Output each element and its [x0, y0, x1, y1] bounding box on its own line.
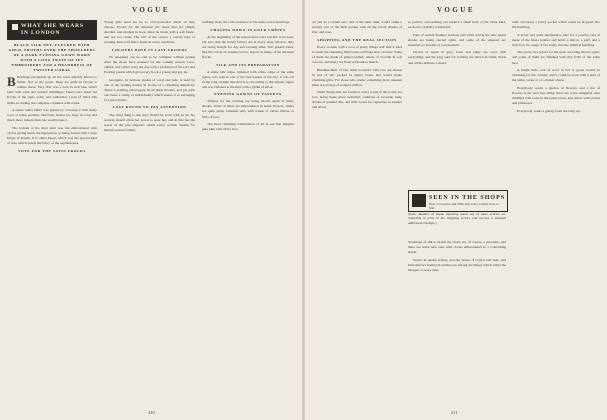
paragraph: A rather odder effect was gained by covering it with many rows of white pearlies, which the bodice too large in color and much more mature than one would expect.	[7, 108, 97, 123]
paragraph: The most charming combination of all is one that mingles pale pink with silver lace.	[202, 122, 294, 132]
left-page-number: 410	[148, 410, 155, 415]
section-heading: COLOURS ROSE IN LAST CROWDS	[111, 47, 188, 52]
banner-subtitle: Hats, accessories and trifles that every woman loves to find	[429, 202, 499, 210]
paragraph: A novel and quite inexpensive idea for a powder case is made of the finest leather and holds a mirror, a puff, and a little box for rouge; it fits easily into the smallest handbag.	[512, 32, 600, 47]
paragraph: Everybody wants a gaiety, from the baby up.	[517, 108, 581, 113]
article-title-line-1: WHAT SHE WEARS	[21, 23, 84, 29]
right-column-3	[512, 20, 600, 408]
paragraph: The chief thing is that they should be worn with an air. No woman should allow her gown to wear her, and in this lies the secret of the true elegance which every woman desires for herself and her family.	[104, 112, 195, 132]
paragraph: At the beginning of the season there were but few to be seen, but now that the lovely fabrics are in every shop window, they are being bought for day and evening alike. Soft golden tones, like the colour of autumn leaves, appear in many of the smartest frocks.	[202, 34, 294, 59]
left-column-1	[7, 20, 97, 408]
paragraph: The bottom of the short skirt was rim embroidered with circles giving much the impression of being bound with a deep fringe of tassels. It is rather finest, which was the special kind of note which struck the fancy of the sophisticates.	[7, 125, 97, 146]
paragraph: we just as a certain rule, and at the same time, would strike a strange sort of the little garden with all the lovely shades of lilac and rose.	[312, 20, 402, 35]
paragraph: The pretty lace jabots for the neck are being shown again, and some of them are finished with tiny frills of the same lace.	[512, 50, 600, 65]
paragraph: B Bobbing sub-monde up all the town amiably knows to finish. Not so the gown. Most are quite in favour to endure these. Very able was a note in rich blue velvet built with satin and beaded trimmings. There were sheer net frocks of the same order, and somewhat a pair of black silk tights in cluding the complete costumes with trains.	[7, 74, 97, 105]
section-heading: VOTE FOR THE SATIN FROCKS	[17, 148, 87, 153]
drop-cap: B	[7, 74, 16, 90]
left-column-2	[104, 20, 195, 408]
left-column-3	[202, 20, 294, 408]
paragraph: so perfect, and nothing can replace a small item of the rarest kind, each one carefully considered.	[408, 20, 506, 30]
right-column-1	[312, 20, 402, 408]
article-title-line-2: IN LONDON	[21, 30, 61, 36]
right-column-2-top	[408, 20, 506, 185]
right-page-number: 411	[451, 410, 458, 415]
left-masthead: VOGUE	[131, 6, 171, 14]
paragraph: Handkerchiefs of fine linen bordered with lace are shown in sets of six, packed in dainty boxes that would make charming gifts. For those who prefer something more unusual there are scarves of painted chiffon.	[312, 67, 402, 87]
paragraph: Gloves of suède in grey, fawn and beige are worn with everything, and the long ones for evening are shown in white, black and all the delicate colours.	[408, 50, 506, 65]
right-masthead: VOGUE	[436, 6, 476, 14]
paragraph: Taffetas for the evening are being shown again in many shades. Some of them are embroidered in small flowers, others are quite plain, trimmed only with bands of velvet ribbon or frills of lace.	[202, 99, 294, 119]
paragraph: No shopping can be said to be complete without seeing what the shops have planned for the coming season. Lace, chiffon and velvet carry the day with a profusion of flowers and floating panels which give every frock a young and gay air.	[104, 54, 195, 75]
reader-note: (Note: Readers of Vogue inquiring about any of these articles are requested to write to the shopping service and enclose a stamped addressed envelope.)	[408, 212, 506, 225]
paragraph: Scents in quaint bottles, powder boxes of crystal and jade, and little mirrors framed in enamel are among the things which tempt the shopper at every turn.	[408, 257, 506, 272]
right-column-2-bottom	[408, 240, 506, 408]
paragraph: with, and leave a pretty pocket which could be dropped into the handbag.	[512, 20, 600, 30]
paragraph: Every woman with a love of pretty things will find it hard to resist the charming little boxes and bags now on view. Some of them are made of gilded leather, others of brocade in soft colours, and many are lined with silk to match.	[312, 44, 402, 64]
left-page	[0, 0, 302, 420]
lead-caption: BLACK SILK NET, FLECKED WITH GOLD, FROTHS OVER THE SHOULDERS OF A DARK EVENING GOWN WORN WITH A LONG TRAIN OF JET EMBROIDERY AND A HEADDRESS OF TWISTED CORAL	[8, 43, 96, 73]
seen-in-the-shops-banner	[408, 190, 508, 212]
section-heading: EVENING GOWNS OF TAFFETA	[214, 92, 282, 97]
paragraph: Fans of ostrich feathers in black and white and in the new pastel shades are being carried again, and some of the smartest are mounted on handles of tortoiseshell.	[408, 32, 506, 47]
right-page	[305, 0, 607, 420]
banner-title: SEEN IN THE SHOPS	[429, 195, 506, 201]
paragraph: A white silk crêpe, trimmed with white strips of the same fabric, was seen in one of the best houses of the city; it was cut in the long straight line that is so becoming to the slender figure and was finished at the hips with a girdle of silver.	[202, 69, 294, 89]
ornament-icon	[12, 24, 18, 30]
paragraph: walking about the club exclusive at the same social mornings.	[202, 20, 290, 24]
paragraph: Everybody wants a garden of flowers, and a hat of flowers is the next best thing; there are some delightful ones trimmed with roses in the palest tones, and others with violets and primroses.	[512, 85, 600, 106]
section-heading: SHOPPING AND THE REAL SECTION	[317, 37, 397, 42]
paragraph: Young girls need not be so over-particular about all they choose. Frocks for the smartest set, those that are simply decided, and modern in look, must be made with a soft fabric, and not too crude. The rest of the season a certain type of evening dress will find a home in every wardrobe.	[104, 20, 195, 45]
section-heading: LAST ROUND TO PAY ATTENTION	[112, 105, 187, 110]
paragraph: Stockings of silk to match the shoes are, of course, a necessity, and there are some new ones with clocks embroidered in a contrasting shade.	[408, 240, 506, 255]
banner-ornament-icon	[412, 194, 426, 207]
section-heading: CHASING DOWN IN GOLD CRÊPES	[210, 27, 286, 32]
section-heading: SILK AND ITS PREPARATION	[216, 62, 280, 67]
article-title-block	[7, 20, 97, 40]
paragraph: Small things that are found in every room of the house are now being made more beautiful; cushions of brocade, lamp shades of painted silk, and little boxes for cigarettes in enamel and silver.	[312, 90, 402, 110]
paragraph: Georgette, in delicate shades of coral and jade, is used by one of the leading houses in frocks of a charming simplicity. There is nothing extravagant about these models, and yet each one bears a stamp of individuality which marks it as belonging to a great house.	[104, 77, 195, 102]
paragraph: A bright little coat of wool in red or green would be charming for the country, and it could be worn with a skirt of the same colour or of a darker shade.	[512, 68, 600, 83]
